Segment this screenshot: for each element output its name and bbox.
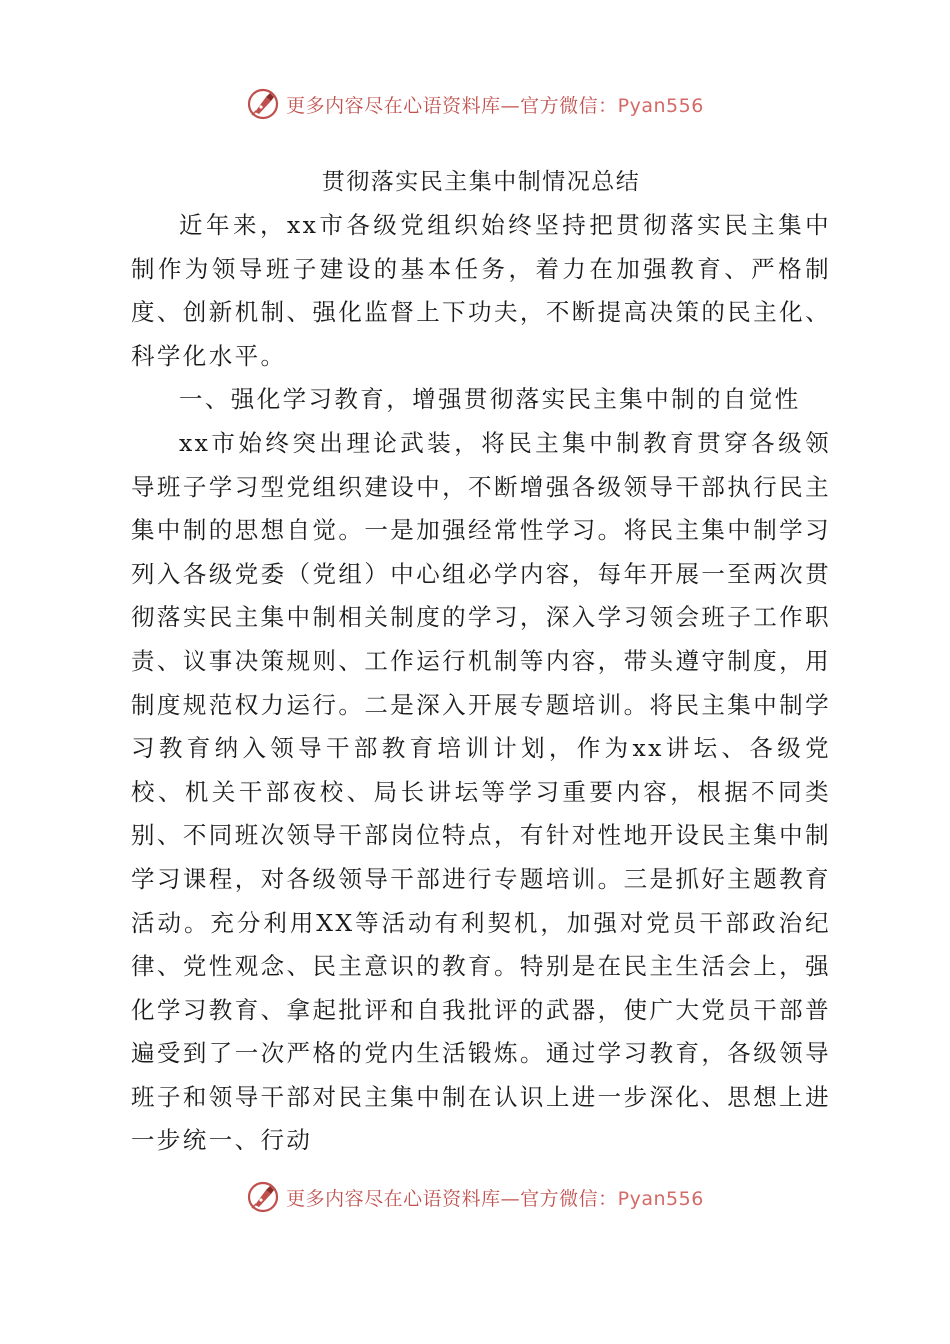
section-1-body: xx市始终突出理论武装，将民主集中制教育贯穿各级领导班子学习型党组织建设中，不断增强各级领导干部执行民主集中制的思想自觉。一是加强经常性学习。将民主集中制学习列入各级党委（党组）中心组必学内容，每年开展一至两次贯彻落实民主集中制相关制度的学习，深入学习领会班子工作职责、议事决策规则、工作运行机制等内容，带头遵守制度，用制度规范权力运行。二是深入开展专题培训。将民主集中制学习教育纳入领导干部教育培训计划，作为xx讲坛、各级党校、机关干部夜校、局长讲坛等学习重要内容，根据不同类别、不同班次领导干部岗位特点，有针对性地开设民主集中制学习课程，对各级领导干部进行专题培训。三是抓好主题教育活动。充分利用XX等活动有利契机，加强对党员干部政治纪律、党性观念、民主意识的教育。特别是在民主生活会上，强化学习教育、拿起批评和自我批评的武器，使广大党员干部普遍受到了一次严格的党内生活锻炼。通过学习教育，各级领导班子和领导干部对民主集中制在认识上进一步深化、思想上进一步统一、行动 — [131, 428, 831, 1155]
banner-text-cn: 更多内容尽在心语资料库—官方微信： — [286, 1187, 618, 1210]
banner-text — [286, 91, 704, 118]
banner-text-cn: 更多内容尽在心语资料库—官方微信： — [286, 94, 618, 117]
fountain-pen-logo-icon — [246, 1180, 280, 1214]
document-title: 贯彻落实民主集中制情况总结 — [321, 169, 641, 195]
banner-wechat-id: Pyan556 — [617, 94, 704, 117]
fountain-pen-logo-icon — [246, 87, 280, 121]
document-body — [131, 160, 831, 1163]
intro-paragraph: 近年来，xx市各级党组织始终坚持把贯彻落实民主集中制作为领导班子建设的基本任务，着力在加强教育、严格制度、创新机制、强化监督上下功夫，不断提高决策的民主化、科学化水平。 — [131, 211, 831, 370]
banner-text — [286, 1184, 704, 1211]
footer-watermark-banner — [0, 1177, 950, 1217]
header-watermark-banner — [0, 84, 950, 124]
section-1-heading: 一、强化学习教育，增强贯彻落实民主集中制的自觉性 — [179, 385, 801, 414]
banner-wechat-id: Pyan556 — [617, 1187, 704, 1210]
